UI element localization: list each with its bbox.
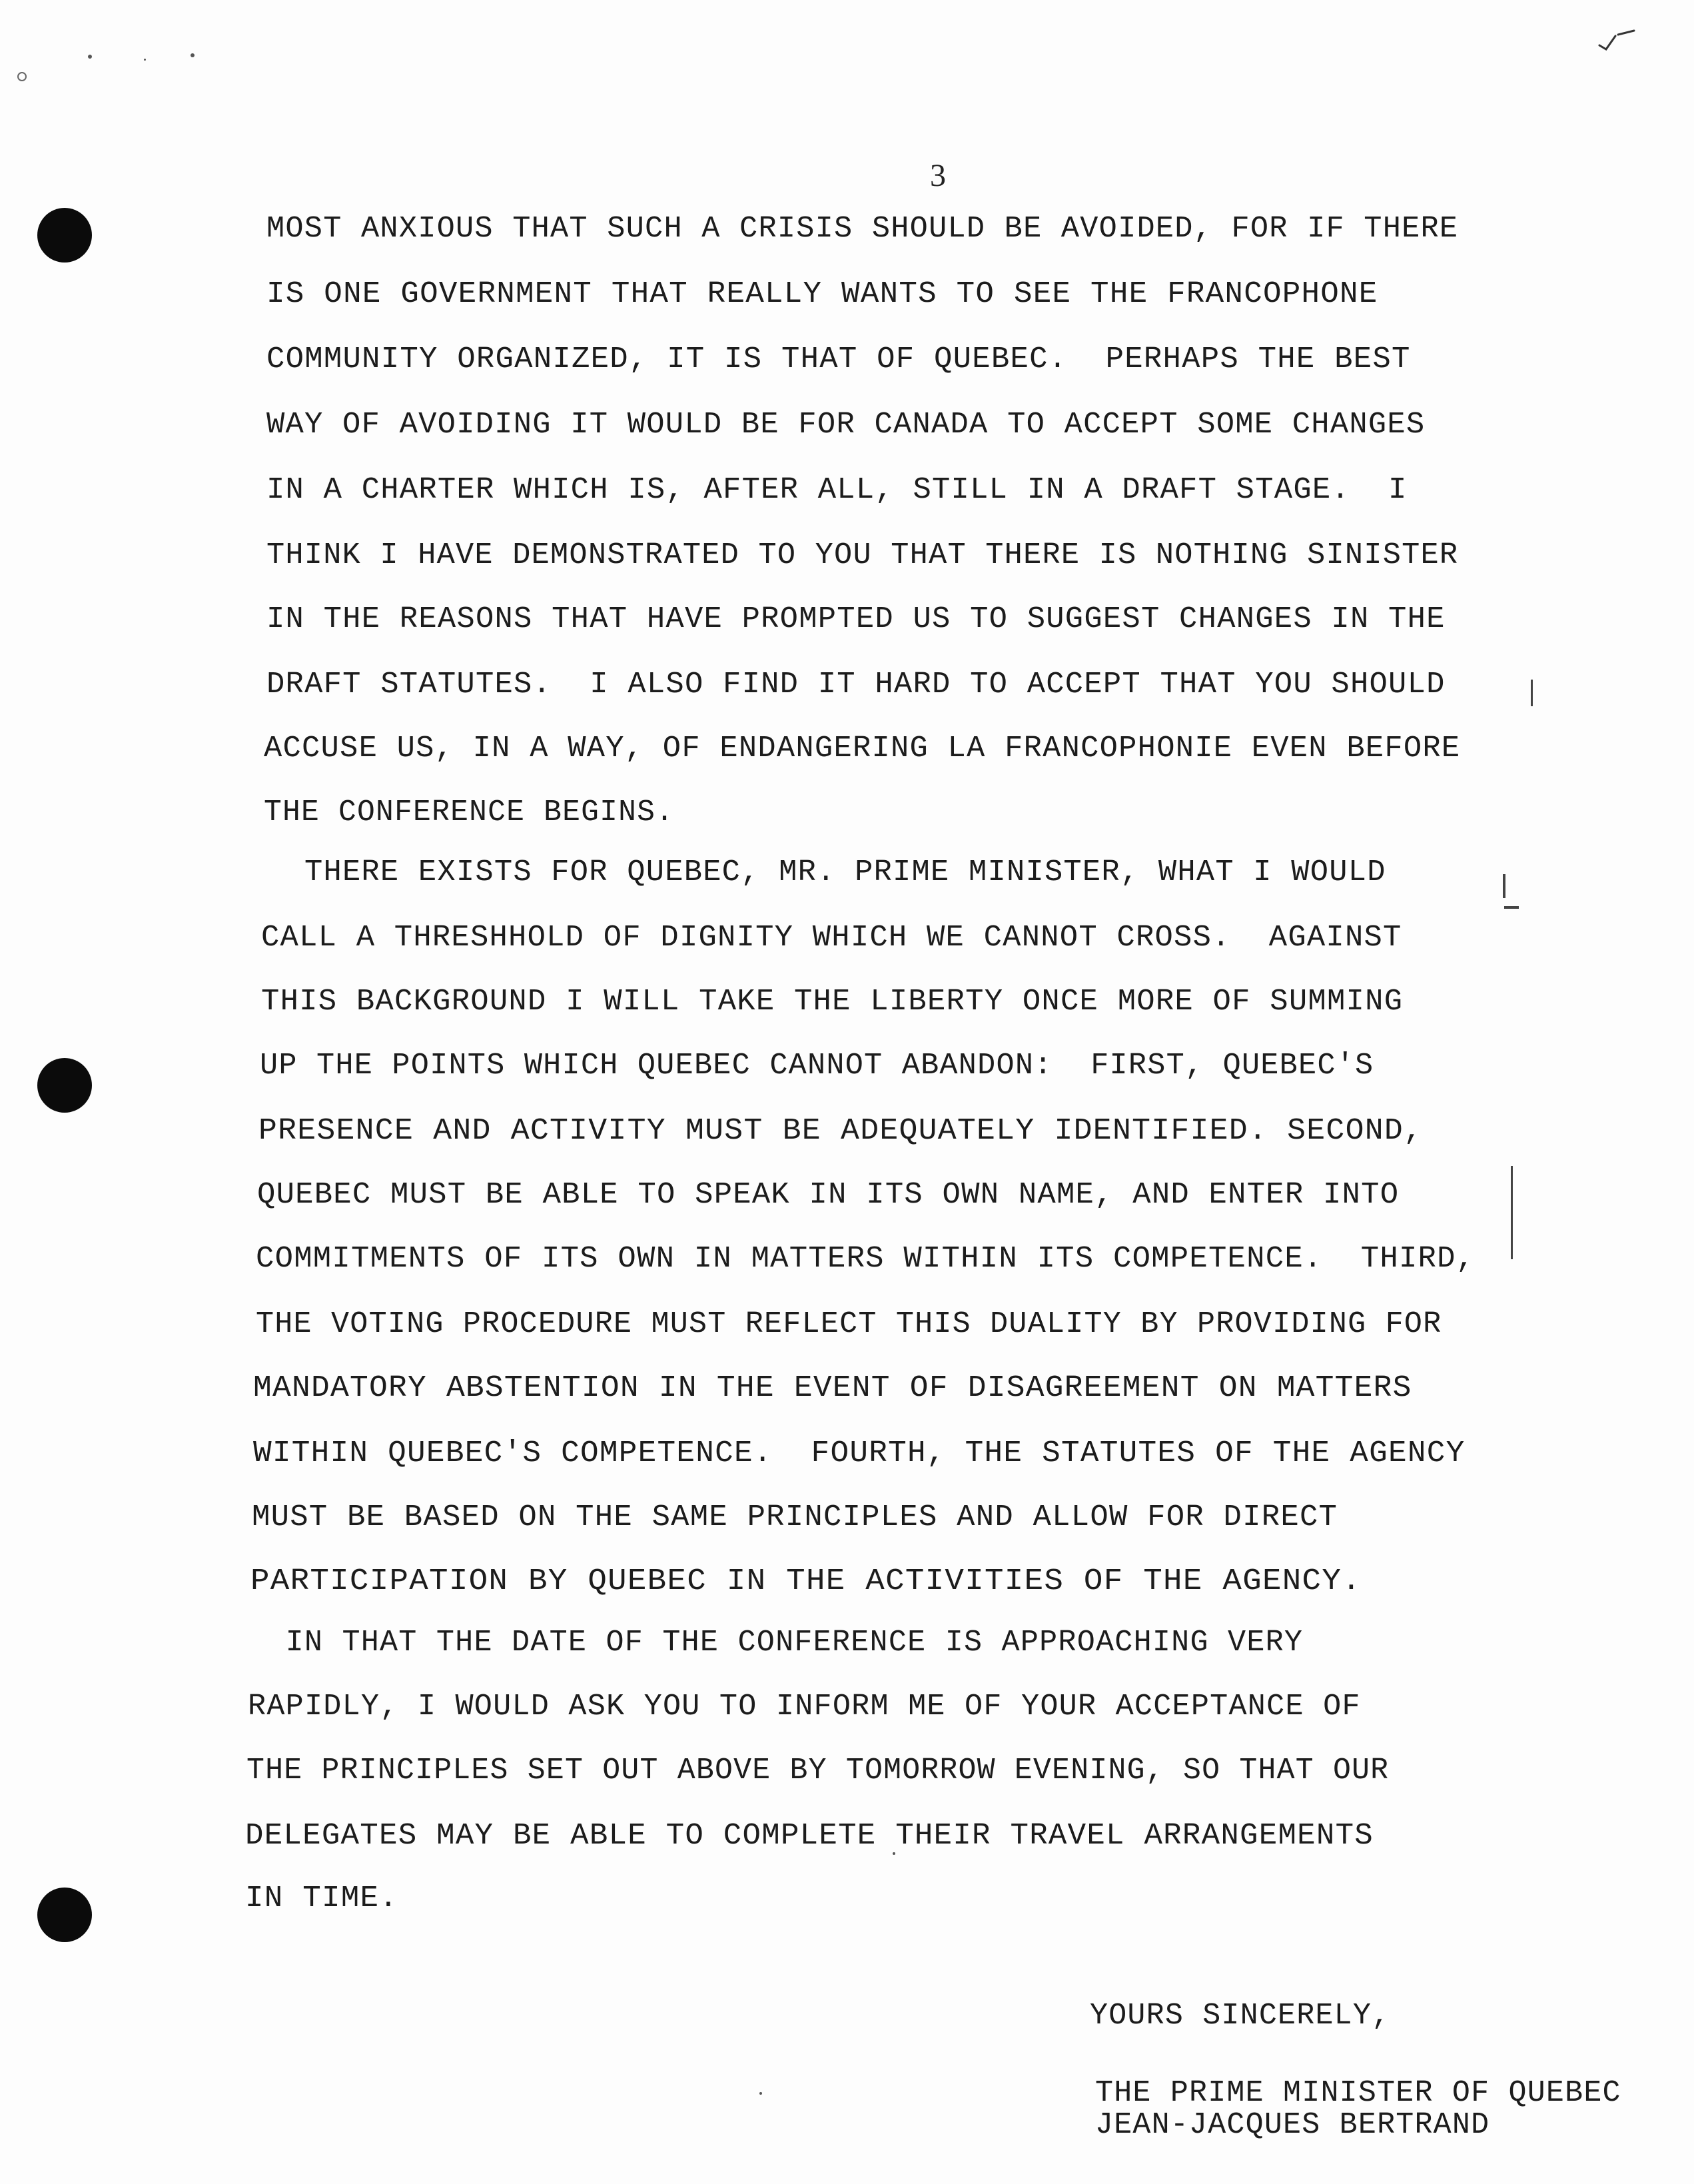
text-line: PRESENCE AND ACTIVITY MUST BE ADEQUATELY IDENTIFIED. SECOND, (258, 1114, 1424, 1148)
text-line: PARTICIPATION BY QUEBEC IN THE ACTIVITIES OF THE AGENCY. (250, 1564, 1362, 1598)
scan-speck (144, 59, 146, 61)
text-line: THERE EXISTS FOR QUEBEC, MR. PRIME MINISTER, WHAT I WOULD (266, 855, 1386, 889)
text-line: THIS BACKGROUND I WILL TAKE THE LIBERTY ONCE MORE OF SUMMING (261, 985, 1404, 1019)
text-line: IN THE REASONS THAT HAVE PROMPTED US TO SUGGEST CHANGES IN THE (266, 602, 1446, 636)
margin-mark (1503, 874, 1505, 898)
text-line: THE CONFERENCE BEGINS. (264, 796, 675, 829)
text-line: CALL A THRESHHOLD OF DIGNITY WHICH WE CANNOT CROSS. AGAINST (261, 921, 1402, 955)
margin-mark (1504, 906, 1519, 909)
text-line: ACCUSE US, IN A WAY, OF ENDANGERING LA FRANCOPHONIE EVEN BEFORE (264, 732, 1461, 766)
text-line: IN TIME. (245, 1882, 398, 1915)
text-line: RAPIDLY, I WOULD ASK YOU TO INFORM ME OF YOUR ACCEPTANCE OF (248, 1690, 1361, 1724)
signatory-name: JEAN-JACQUES BERTRAND (1095, 2108, 1490, 2142)
text-line: IN A CHARTER WHICH IS, AFTER ALL, STILL IN A DRAFT STAGE. I (266, 473, 1408, 507)
signatory-title: THE PRIME MINISTER OF QUEBEC (1095, 2076, 1621, 2110)
text-line: THE PRINCIPLES SET OUT ABOVE BY TOMORROW EVENING, SO THAT OUR (246, 1754, 1390, 1788)
text-line: WAY OF AVOIDING IT WOULD BE FOR CANADA TO ACCEPT SOME CHANGES (266, 408, 1426, 442)
punch-hole-top (37, 208, 92, 263)
text-line: THINK I HAVE DEMONSTRATED TO YOU THAT THERE IS NOTHING SINISTER (266, 538, 1459, 572)
scan-speck (759, 2092, 762, 2095)
punch-hole-bottom (37, 1888, 92, 1942)
text-line: QUEBEC MUST BE ABLE TO SPEAK IN ITS OWN NAME, AND ENTER INTO (257, 1178, 1400, 1212)
text-line: IN THAT THE DATE OF THE CONFERENCE IS APPROACHING VERY (248, 1626, 1304, 1660)
text-line: UP THE POINTS WHICH QUEBEC CANNOT ABANDON: FIRST, QUEBEC'S (260, 1049, 1374, 1083)
margin-mark (1531, 680, 1533, 706)
text-line: IS ONE GOVERNMENT THAT REALLY WANTS TO SEE THE FRANCOPHONE (266, 277, 1378, 311)
text-line: WITHIN QUEBEC'S COMPETENCE. FOURTH, THE STATUTES OF THE AGENCY (253, 1436, 1466, 1470)
text-line: THE VOTING PROCEDURE MUST REFLECT THIS DUALITY BY PROVIDING FOR (256, 1307, 1442, 1341)
scan-speck (17, 72, 27, 81)
check-mark-icon (1597, 27, 1637, 53)
scan-speck (88, 55, 92, 59)
text-line: MOST ANXIOUS THAT SUCH A CRISIS SHOULD BE AVOIDED, FOR IF THERE (266, 212, 1459, 246)
text-line: MUST BE BASED ON THE SAME PRINCIPLES AND ALLOW FOR DIRECT (252, 1500, 1338, 1534)
text-line: DRAFT STATUTES. I ALSO FIND IT HARD TO ACCEPT THAT YOU SHOULD (266, 668, 1446, 702)
margin-mark (1511, 1166, 1513, 1259)
text-line: COMMITMENTS OF ITS OWN IN MATTERS WITHIN ITS COMPETENCE. THIRD, (256, 1242, 1476, 1276)
punch-hole-middle (37, 1058, 92, 1113)
closing-salutation: YOURS SINCERELY, (1090, 1999, 1391, 2033)
text-line: DELEGATES MAY BE ABLE TO COMPLETE THEIR TRAVEL ARRANGEMENTS (245, 1819, 1374, 1853)
scan-speck (191, 53, 195, 57)
page-number: 3 (930, 158, 946, 193)
text-line: COMMUNITY ORGANIZED, IT IS THAT OF QUEBEC. PERHAPS THE BEST (266, 342, 1411, 376)
text-line: MANDATORY ABSTENTION IN THE EVENT OF DISAGREEMENT ON MATTERS (253, 1371, 1412, 1405)
